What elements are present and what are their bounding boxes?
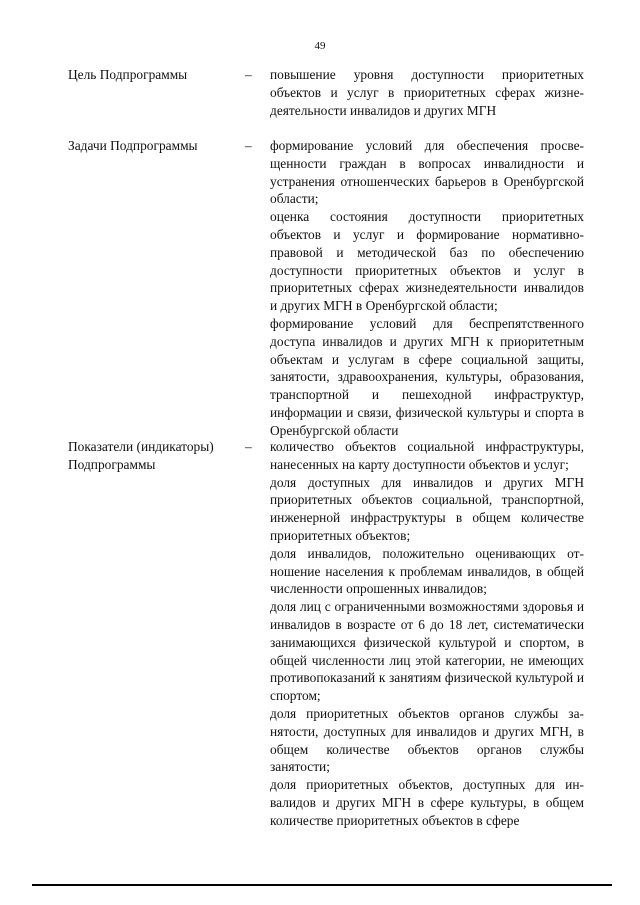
bottom-rule bbox=[32, 884, 612, 886]
paragraph: формирование условий для беспрепятственного доступа инвалидов и других МГН к приоритетным объектам и услугам в сфере социальной защиты, занятости, здравоохранения, культуры, образования, транспортной и пешеходной инфраструктур, информации и связи, физической культуры и спорта в Оренбургской области bbox=[270, 315, 584, 438]
section-content bbox=[270, 438, 584, 830]
section-label: Задачи Подпрограммы bbox=[68, 138, 198, 153]
paragraph: повышение уровня доступности приоритетных объектов и услуг в приоритетных сферах жизнедеятельности инвалидов и других МГН bbox=[270, 67, 584, 118]
paragraph: доля доступных для инвалидов и других МГН приоритетных объектов социальной, транспортной, инженерной инфраструктуры в общем количестве приоритетных объектов; bbox=[270, 474, 584, 543]
section-content bbox=[270, 137, 584, 440]
paragraph: доля приоритетных объектов, доступных для инвалидов и других МГН в сфере культуры, в общем количестве приоритетных объектов в сфере bbox=[270, 777, 584, 828]
page-number: 49 bbox=[314, 40, 326, 52]
paragraph: доля лиц с ограниченными возможностями здоровья и инвалидов в возрасте от 6 до 18 лет, систематически занимающихся физической культурой и спортом, в общей численности лиц этой категории, не имеющих противопоказаний к занятиям физической культурой и спортом; bbox=[270, 599, 584, 704]
dash: – bbox=[245, 439, 252, 454]
paragraph: количество объектов социальной инфраструктуры, нанесенных на карту доступности объектов и услуг; bbox=[270, 439, 584, 472]
dash: – bbox=[245, 67, 252, 82]
section-content bbox=[270, 66, 584, 119]
dash: – bbox=[245, 138, 252, 153]
paragraph: оценка состояния доступности приоритетных объектов и услуг и формирование нормативно-правовой и методической баз по обеспечению доступности приоритетных объектов и услуг в приоритетных сферах жизнедеятельности инвалидов и других МГН в Оренбургской области; bbox=[270, 209, 584, 314]
paragraph: доля инвалидов, положительно оценивающих отношение населения к проблемам инвалидов, в общей численности опрошенных инвалидов; bbox=[270, 545, 584, 597]
section-label: Показатели (индикаторы) Подпрограммы bbox=[68, 439, 214, 472]
section-label: Цель Подпрограммы bbox=[68, 67, 188, 82]
paragraph: формирование условий для обеспечения просвещенности граждан в вопросах инвалидности и устранения отношенческих барьеров в Оренбургской области; bbox=[270, 138, 584, 207]
paragraph: доля приоритетных объектов органов службы занятости, доступных для инвалидов и других МГН, в общем количестве объектов органов службы занятости; bbox=[270, 705, 584, 775]
